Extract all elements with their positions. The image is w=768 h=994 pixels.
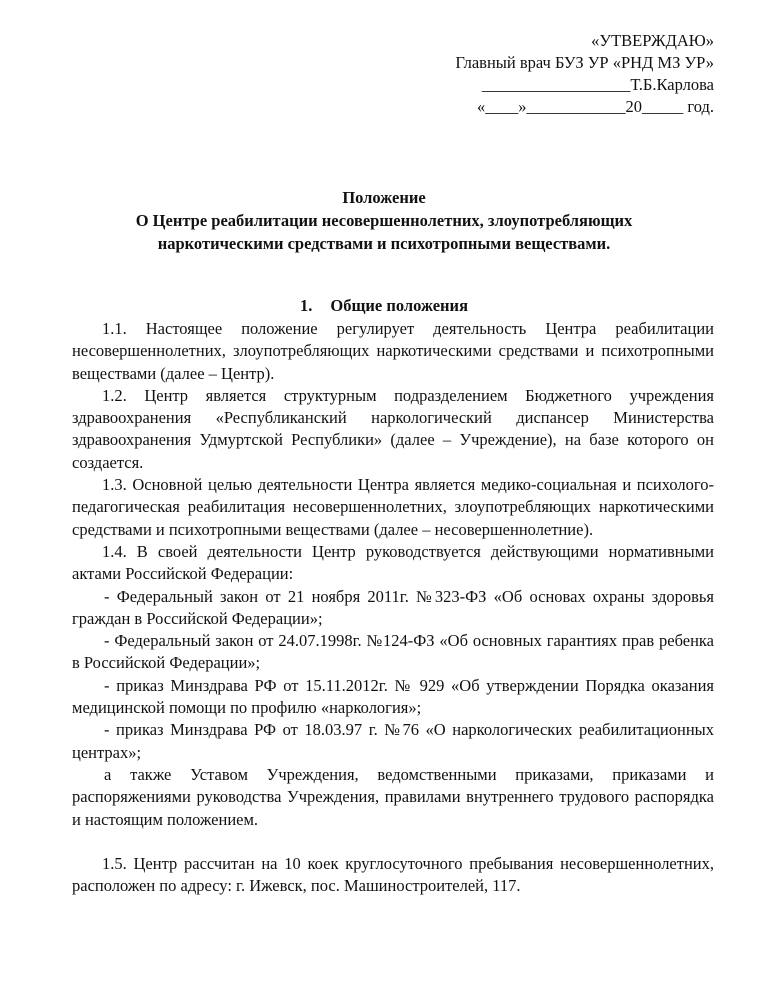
law-item: - Федеральный закон от 21 ноября 2011г. №323-ФЗ «Об основах охраны здоровья граждан в Российской Федерации»; [72,586,714,628]
closing-paragraph: а также Уставом Учреждения, ведомственными приказами, приказами и распоряжениями руководства Учреждения, правилами внутреннего трудового распорядка и настоящим положением. [72,764,714,829]
title-line-3: наркотическими средствами и психотропными веществами. [157,234,611,253]
title-line-1: Положение [342,188,426,207]
title-line-2: О Центре реабилитации несовершеннолетних, злоупотребляющих [135,211,633,230]
paragraph-1-2: 1.2. Центр является структурным подразделением Бюджетного учреждения здравоохранения «Республиканский наркологический диспансер Министерства здравоохранения Удмуртской Республики» (далее – Учреждение), на базе которого он создается. [72,385,714,472]
paragraph-1-1: 1.1. Настоящее положение регулирует деятельность Центра реабилитации несовершеннолетних, злоупотребляющих наркотическими средствами и психотропными веществами (далее – Центр). [72,319,714,383]
approval-date-line: «____»____________20_____ год. [476,97,714,116]
document-body [72,318,714,897]
law-item: - Федеральный закон от 24.07.1998г. №124-ФЗ «Об основных гарантиях прав ребенка в Российской Федерации»; [72,631,714,673]
section-title: Общие положения [330,296,468,315]
law-item: - приказ Минздрава РФ от 15.11.2012г. № 929 «Об утверждении Порядка оказания медицинской помощи по профилю «наркология»; [72,675,714,718]
approver-position: Главный врач БУЗ УР «РНД МЗ УР» [455,53,714,72]
paragraph-1-3: 1.3. Основной целью деятельности Центра является медико-социальная и психолого-педагогическая реабилитация несовершеннолетних, злоупотребляющих наркотическими средствами и психотропными веществами (далее – несовершеннолетние). [72,475,714,539]
section-heading [72,296,696,316]
approver-signature-line: __________________Т.Б.Карлова [481,75,714,94]
approval-block [455,30,714,118]
paragraph-1-5: 1.5. Центр рассчитан на 10 коек круглосуточного пребывания несовершеннолетних, расположен по адресу: г. Ижевск, пос. Машиностроителей, 117. [72,853,714,896]
section-number: 1. [300,296,313,315]
approval-stamp: «УТВЕРЖДАЮ» [591,31,714,50]
document-title [72,186,696,255]
law-item: - приказ Минздрава РФ от 18.03.97 г. №76 «О наркологических реабилитационных центрах»; [72,720,714,762]
paragraph-1-4: 1.4. В своей деятельности Центр руководствуется действующими нормативными актами Российской Федерации: [72,541,714,584]
